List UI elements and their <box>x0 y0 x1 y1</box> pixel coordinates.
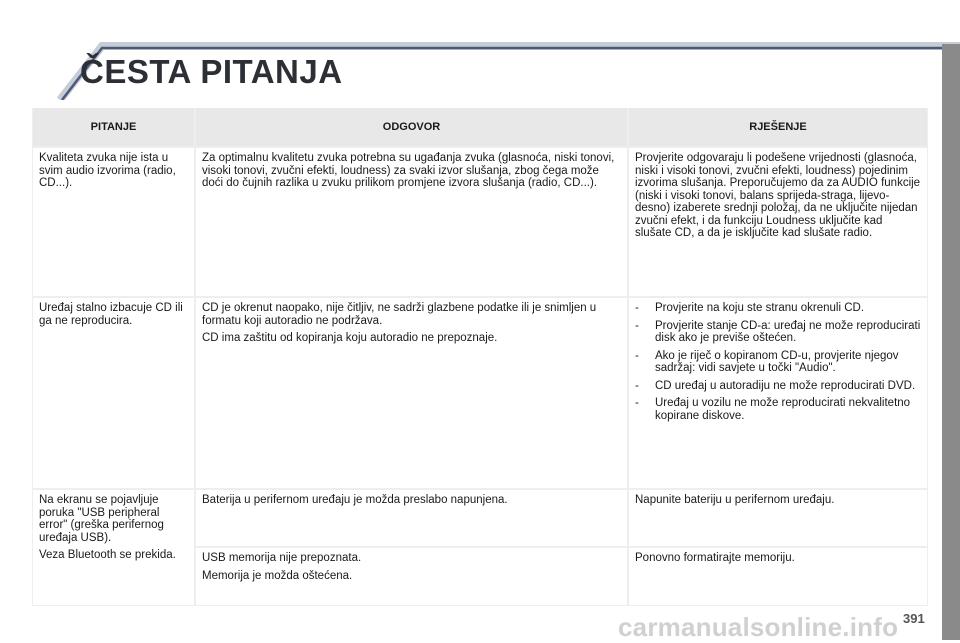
column-header-answer: ODGOVOR <box>196 108 627 146</box>
list-item-text: Ako je riječ o kopiranom CD-u, provjerite njegov sadržaj: vidi savjete u točki "Audio". <box>655 349 899 374</box>
row3-answer-top-text: Baterija u perifernom uređaju je možda preslabo napunjena. <box>202 494 508 506</box>
row1-solution <box>629 148 927 296</box>
list-dash: - <box>635 349 639 362</box>
row3-question-text-2: Veza Bluetooth se prekida. <box>39 549 176 561</box>
faq-table <box>32 108 928 606</box>
page-title: ČESTA PITANJA <box>80 53 343 90</box>
list-item-text: Uređaj u vozilu ne može reproducirati nekvalitetno kopirane diskove. <box>655 397 911 422</box>
row1-question <box>33 148 194 296</box>
list-item <box>635 380 922 393</box>
list-item <box>635 350 922 375</box>
row2-answer <box>196 298 627 488</box>
column-header-question: PITANJE <box>33 108 194 146</box>
list-dash: - <box>635 302 639 314</box>
row3-solution-bottom <box>629 548 927 605</box>
row2-question <box>33 298 194 488</box>
row1-answer-text: Za optimalnu kvalitetu zvuka potrebna su ugađanja zvuka (glasnoća, niski tonovi, visoki tonovi, zvučni efekti, loudness) za svaki izvor slušanja, zbog čega može doći do čujnih razlika u zvuku prilikom promjene izvora slušanja (radio, CD...). <box>202 152 615 189</box>
list-dash: - <box>635 319 639 332</box>
row1-answer <box>196 148 627 296</box>
row2-answer-text-1: CD je okrenut naopako, nije čitljiv, ne sadrži glazbene podatke ili je snimljen u formatu koji autoradio ne podržava. <box>202 302 597 327</box>
list-dash: - <box>635 379 639 392</box>
list-item-text: Provjerite na koju ste stranu okrenuli CD. <box>655 302 865 314</box>
row1-solution-text: Provjerite odgovaraju li podešene vrijednosti (glasnoća, niski i visoki tonovi, zvučni efekti, loudness) pojedinim izvorima slušanja. Preporučujemo da za AUDIO funkcije (niski i visoki tonovi, balans sprijeda-straga, lijevo-desno) izaberete srednji položaj, da ne uključite nijedan zvučni efekt, i da funkciju Loudness uključite kad slušate CD, a da je isključite kad slušate radio. <box>635 152 921 239</box>
row1-question-text: Kvaliteta zvuka nije ista u svim audio izvorima (radio, CD...). <box>39 152 176 189</box>
list-item-text: CD uređaj u autoradiju ne može reproducirati DVD. <box>655 379 916 392</box>
row3-solution-bottom-text: Ponovno formatirajte memoriju. <box>635 552 795 564</box>
list-dash: - <box>635 397 639 409</box>
row3-answer-bottom-text-1: USB memorija nije prepoznata. <box>202 552 362 564</box>
row2-question-text: Uređaj stalno izbacuje CD ili ga ne reproducira. <box>39 302 183 327</box>
row2-solution-list <box>635 302 922 422</box>
list-item <box>635 397 922 422</box>
row2-solution <box>629 298 927 488</box>
row3-question <box>33 490 194 605</box>
watermark: carmanualsonline.info <box>618 612 899 642</box>
list-item <box>635 302 922 315</box>
list-item-text: Provjerite stanje CD-a: uređaj ne može reproducirati disk ako je previše oštećen. <box>655 319 921 344</box>
row3-answer-bottom-text-2: Memorija je možda oštećena. <box>202 569 353 582</box>
row3-solution-top <box>629 490 927 546</box>
row3-answer-bottom <box>196 548 627 605</box>
side-tab <box>942 44 960 640</box>
row3-question-text-1: Na ekranu se pojavljuje poruka "USB peripheral error" (greška perifernog uređaja USB). <box>39 494 164 544</box>
row3-solution-top-text: Napunite bateriju u perifernom uređaju. <box>635 494 835 506</box>
column-header-solution: RJEŠENJE <box>629 108 927 146</box>
row3-answer-top <box>196 490 627 546</box>
page-number: 391 <box>903 611 925 626</box>
row2-answer-text-2: CD ima zaštitu od kopiranja koju autoradio ne prepoznaje. <box>202 332 498 344</box>
list-item <box>635 320 922 345</box>
